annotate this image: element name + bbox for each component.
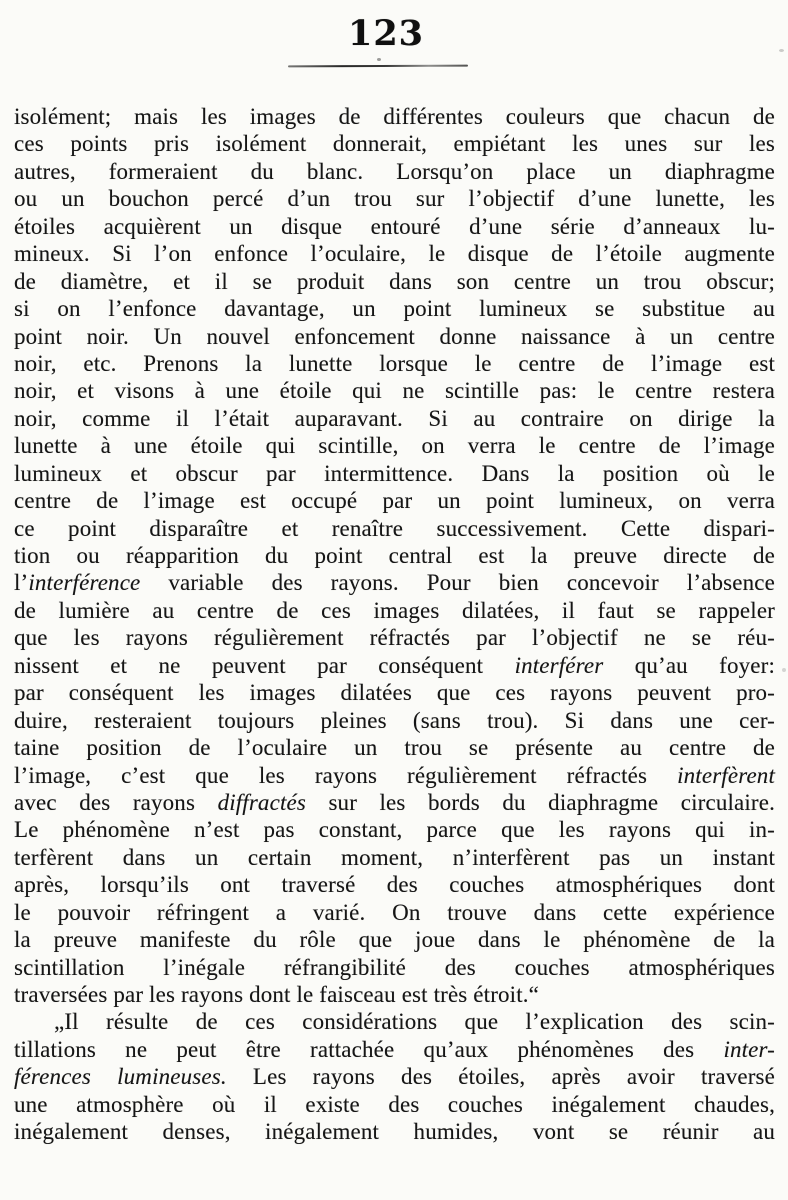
text-line: isolément; mais les images de différentes couleurs que chacun de	[14, 104, 775, 129]
text-line: de lumière au centre de ces images dilatées, il faut se rappeler	[14, 597, 775, 623]
text-line: terfèrent dans un certain moment, n’interfèrent pas un instant	[14, 844, 775, 870]
scan-speck	[377, 58, 381, 61]
text-line: traversées par les rayons dont le faisceau est très étroit.“	[14, 982, 540, 1007]
text-line: avec des rayons diffractés sur les bords du diaphragme circulaire.	[14, 789, 775, 815]
text-line: si on l’enfonce davantage, un point lumineux se substitue au	[14, 296, 775, 322]
text-line: par conséquent les images dilatées que ces rayons peuvent pro-	[14, 680, 775, 706]
text-line: de diamètre, et il se produit dans son centre un trou obscur;	[14, 268, 775, 294]
scan-speck	[782, 668, 786, 672]
text-line: l’interférence variable des rayons. Pour bien concevoir l’absence	[14, 570, 775, 596]
text-line: férences lumineuses. Les rayons des étoiles, après avoir traversé	[14, 1064, 776, 1090]
text-line: inégalement denses, inégalement humides, vont se réunir au	[14, 1119, 775, 1145]
text-line: ou un bouchon percé d’un trou sur l’objectif d’une lunette, les	[14, 186, 775, 212]
text-line: noir, et visons à une étoile qui ne scintille pas: le centre restera	[14, 378, 775, 404]
text-line: taine position de l’oculaire un trou se présente au centre de	[14, 735, 775, 761]
page-header	[0, 12, 788, 67]
text-line: mineux. Si l’on enfonce l’oculaire, le disque de l’étoile augmente	[14, 241, 775, 267]
page-number: 123	[347, 13, 425, 54]
text-line: que les rayons régulièrement réfractés par l’objectif ne se réu-	[14, 625, 775, 651]
text-line: autres, formeraient du blanc. Lorsqu’on place un diaphragme	[14, 158, 775, 184]
text-line: tion ou réapparition du point central est la preuve directe de	[14, 543, 775, 568]
text-line: „Il résulte de ces considérations que l’explication des scin-	[54, 1009, 775, 1035]
text-line: l’image, c’est que les rayons régulièrement réfractés interfèrent	[14, 762, 775, 788]
text-line: noir, etc. Prenons la lunette lorsque le centre de l’image est	[14, 350, 775, 376]
text-line: ces points pris isolément donnerait, empiétant les unes sur les	[14, 131, 775, 157]
scan-speck	[779, 49, 784, 52]
text-line: étoiles acquièrent un disque entouré d’une série d’anneaux lu-	[14, 213, 775, 239]
text-line: nissent et ne peuvent par conséquent interférer qu’au foyer:	[14, 652, 775, 678]
text-line: le pouvoir réfringent a varié. On trouve dans cette expérience	[14, 899, 775, 925]
text-line: scintillation l’inégale réfrangibilité des couches atmosphériques	[14, 954, 775, 980]
header-rule	[288, 65, 468, 68]
text-line: tillations ne peut être rattachée qu’aux phénomènes des inter-	[14, 1036, 775, 1062]
text-line: lumineux et obscur par intermittence. Dans la position où le	[14, 460, 775, 486]
text-line: ce point disparaître et renaître successivement. Cette dispari-	[14, 515, 775, 541]
text-line: Le phénomène n’est pas constant, parce que les rayons qui in-	[14, 817, 775, 843]
text-line: noir, comme il l’était auparavant. Si au contraire on dirige la	[14, 405, 775, 431]
text-line: point noir. Un nouvel enfoncement donne naissance à un centre	[14, 323, 775, 349]
text-line: après, lorsqu’ils ont traversé des couches atmosphériques dont	[14, 872, 775, 898]
text-line: une atmosphère où il existe des couches inégalement chaudes,	[14, 1091, 775, 1117]
text-body	[0, 103, 788, 1146]
text-line: la preuve manifeste du rôle que joue dans le phénomène de la	[14, 927, 775, 953]
text-line: lunette à une étoile qui scintille, on verra le centre de l’image	[14, 433, 775, 459]
text-line: duire, resteraient toujours pleines (sans trou). Si dans une cer-	[14, 707, 775, 733]
text-line: centre de l’image est occupé par un point lumineux, on verra	[14, 488, 775, 514]
